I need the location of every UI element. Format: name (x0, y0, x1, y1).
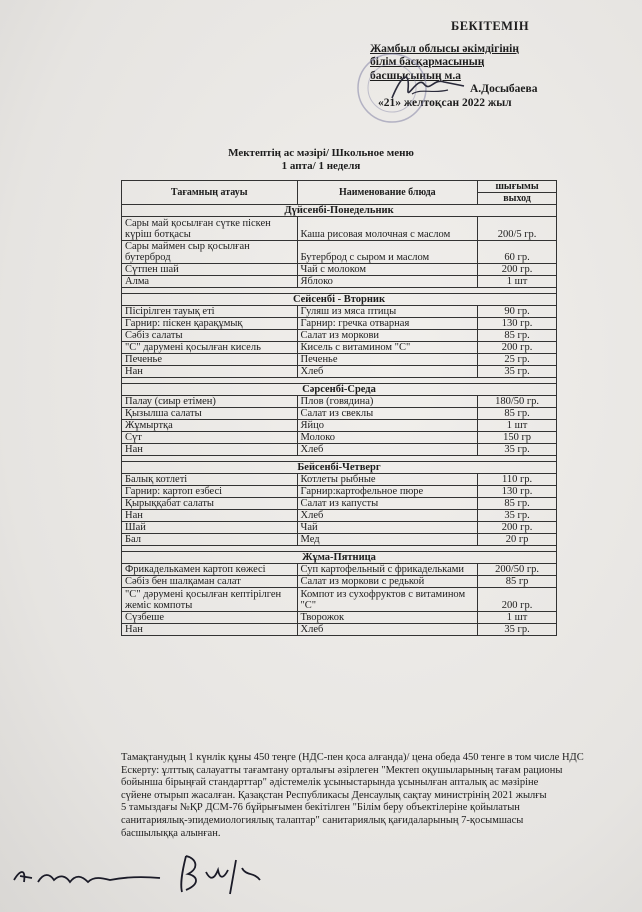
dish-name-ru: Яйцо (297, 420, 478, 432)
day-row (122, 384, 557, 396)
table-row (122, 564, 557, 576)
day-name: Бейсенбі-Четверг (122, 462, 557, 474)
table-row (122, 624, 557, 636)
dish-name-kz: Сүзбеше (122, 612, 298, 624)
dish-yield: 25 гр. (478, 354, 557, 366)
dish-yield: 1 шт (478, 612, 557, 624)
dish-name-ru: Каша рисовая молочная с маслом (297, 217, 478, 241)
table-row (122, 330, 557, 342)
dish-yield: 85 гр. (478, 330, 557, 342)
dish-yield: 35 гр. (478, 366, 557, 378)
dish-yield: 200/5 гр. (478, 217, 557, 241)
dish-name-kz: Сүт (122, 432, 298, 444)
dish-name-kz: Сары маймен сыр қосылған бутерброд (122, 241, 298, 264)
dish-name-kz: Нан (122, 510, 298, 522)
dish-name-ru: Плов (говядина) (297, 396, 478, 408)
dish-name-kz: Шай (122, 522, 298, 534)
dish-name-ru: Кисель с витамином "С" (297, 342, 478, 354)
dish-name-ru: Мед (297, 534, 478, 546)
dish-yield: 85 гр (478, 576, 557, 588)
dish-yield: 200 гр. (478, 264, 557, 276)
footer-line: санитариялық-эпидемиологиялық талаптар" санитариялық қағидаларының 7-қосымшасы (121, 814, 524, 826)
approval-line-2: білім басқармасының (370, 56, 485, 68)
dish-name-ru: Компот из сухофруктов с витамином "С" (297, 588, 478, 612)
table-row (122, 474, 557, 486)
table-row (122, 408, 557, 420)
table-row (122, 318, 557, 330)
dish-name-ru: Салат из свеклы (297, 408, 478, 420)
approval-line-3: басшысының м.а (370, 69, 461, 82)
dish-yield: 130 гр. (478, 318, 557, 330)
dish-name-kz: Сүтпен шай (122, 264, 298, 276)
dish-yield: 200 гр. (478, 588, 557, 612)
header-yield-kz: шығымы (478, 181, 557, 193)
table-row (122, 432, 557, 444)
dish-name-ru: Гарнир:картофельное пюре (297, 486, 478, 498)
table-row (122, 217, 557, 241)
footer-line: 5 тамыздағы №ҚР ДСМ-76 бұйрығымен бекітілген "Білім беру объектілеріне қойылатын (121, 802, 520, 814)
dish-name-ru: Творожок (297, 612, 478, 624)
dish-name-kz: "С" дәруменi қосылған кептірілген жеміс компоты (122, 588, 298, 612)
table-row (122, 444, 557, 456)
table-row (122, 420, 557, 432)
table-row (122, 396, 557, 408)
dish-yield: 60 гр. (478, 241, 557, 264)
dish-yield: 1 шт (478, 420, 557, 432)
dish-name-ru: Молоко (297, 432, 478, 444)
header-yield-ru: выход (478, 193, 557, 205)
dish-name-kz: Сәбіз бен шалқаман салат (122, 576, 298, 588)
day-name: Дүйсенбі-Понедельник (122, 205, 557, 217)
table-row (122, 588, 557, 612)
table-row (122, 366, 557, 378)
table-row (122, 486, 557, 498)
dish-name-kz: Балық котлеті (122, 474, 298, 486)
footer-line: Тамақтанудың 1 күнлік құны 450 теңге (НДС-пен қоса алғанда)/ цена обеда 450 тенге в том числе НДС (121, 752, 584, 763)
dish-name-ru: Печенье (297, 354, 478, 366)
footer-line: Ескерту: ұлттық салауатты тағамтану орталығы әзірлеген "Мектеп оқушыларының тағам рационы (121, 764, 563, 776)
dish-name-kz: "С" даруменi қосылған кисель (122, 342, 298, 354)
table-row (122, 534, 557, 546)
dish-name-kz: Қызылша салаты (122, 408, 298, 420)
table-row (122, 576, 557, 588)
footer-line: бойынша бірыңғай стандарттар" әдістемелік ұсыныстарында ұсынылған апталық ас мәзіріне (121, 777, 539, 789)
dish-name-kz: Бал (122, 534, 298, 546)
dish-yield: 130 гр. (478, 486, 557, 498)
dish-name-ru: Хлеб (297, 624, 478, 636)
week-label: 1 апта/ 1 неделя (281, 160, 361, 172)
dish-name-kz: Гарнир: піскен қарақұмық (122, 318, 298, 330)
dish-yield: 110 гр. (478, 474, 557, 486)
dish-name-ru: Салат из моркови (297, 330, 478, 342)
dish-name-kz: Гарнир: картоп езбесі (122, 486, 298, 498)
day-row (122, 205, 557, 217)
approval-date: «21» желтоқсан 2022 жыл (378, 96, 512, 109)
dish-name-ru: Хлеб (297, 510, 478, 522)
dish-name-ru: Хлеб (297, 366, 478, 378)
dish-name-kz: Қырыққабат салаты (122, 498, 298, 510)
director-signature-icon (388, 64, 468, 106)
header-row (122, 181, 557, 193)
header-name-kz: Тағамның атауы (122, 181, 298, 205)
approval-line-1: Жамбыл облысы әкімдігінің (370, 42, 519, 55)
table-row (122, 498, 557, 510)
dish-name-ru: Яблоко (297, 276, 478, 288)
footer-line: сүйене отырып жасалған. Қазақстан Республикасы Денсаулық сақтау министрінің 2021 жылғы (121, 789, 547, 801)
dish-name-ru: Чай (297, 522, 478, 534)
dish-name-ru: Салат из моркови с редькой (297, 576, 478, 588)
dish-name-kz: Сәбіз салаты (122, 330, 298, 342)
dish-yield: 150 гр (478, 432, 557, 444)
dish-name-kz: Нан (122, 624, 298, 636)
menu-table (121, 180, 557, 636)
signatures-icon (10, 850, 280, 902)
dish-name-kz: Пісірілген тауық еті (122, 306, 298, 318)
table-row (122, 264, 557, 276)
dish-name-ru: Котлеты рыбные (297, 474, 478, 486)
table-row (122, 612, 557, 624)
dish-yield: 85 гр. (478, 408, 557, 420)
dish-yield: 200/50 гр. (478, 564, 557, 576)
dish-yield: 200 гр. (478, 522, 557, 534)
approval-title: БЕКІТЕМІН (450, 19, 530, 33)
menu-title: Мектептің ас мәзірі/ Школьное меню (228, 147, 414, 159)
day-row (122, 462, 557, 474)
table-row (122, 510, 557, 522)
day-row (122, 552, 557, 564)
dish-name-kz: Нан (122, 444, 298, 456)
dish-name-kz: Нан (122, 366, 298, 378)
dish-name-ru: Хлеб (297, 444, 478, 456)
dish-yield: 85 гр. (478, 498, 557, 510)
day-name: Сейсенбі - Вторник (122, 294, 557, 306)
dish-yield: 90 гр. (478, 306, 557, 318)
approval-signer: А.Досыбаева (470, 83, 538, 95)
footer-line: басшылыққа алынған. (121, 827, 221, 839)
dish-name-ru: Салат из капусты (297, 498, 478, 510)
dish-name-kz: Сары май қосылған сүтке піскен күріш ботқасы (122, 217, 298, 241)
dish-name-ru: Чай с молоком (297, 264, 478, 276)
table-row (122, 276, 557, 288)
dish-name-ru: Суп картофельный с фрикадельками (297, 564, 478, 576)
dish-yield: 200 гр. (478, 342, 557, 354)
table-row (122, 354, 557, 366)
header-name-ru: Наименование блюда (297, 181, 478, 205)
dish-yield: 35 гр. (478, 510, 557, 522)
dish-name-kz: Алма (122, 276, 298, 288)
dish-name-kz: Фрикаделькамен картоп көжесі (122, 564, 298, 576)
dish-yield: 180/50 гр. (478, 396, 557, 408)
dish-yield: 35 гр. (478, 624, 557, 636)
dish-name-kz: Жұмыртқа (122, 420, 298, 432)
table-row (122, 306, 557, 318)
table-row (122, 241, 557, 264)
dish-name-ru: Бутерброд с сыром и маслом (297, 241, 478, 264)
dish-yield: 35 гр. (478, 444, 557, 456)
dish-name-kz: Печенье (122, 354, 298, 366)
day-name: Жұма-Пятница (122, 552, 557, 564)
table-row (122, 342, 557, 354)
dish-name-ru: Гарнир: гречка отварная (297, 318, 478, 330)
dish-name-ru: Гуляш из мяса птицы (297, 306, 478, 318)
day-row (122, 294, 557, 306)
day-name: Сәрсенбі-Среда (122, 384, 557, 396)
dish-yield: 1 шт (478, 276, 557, 288)
table-row (122, 522, 557, 534)
dish-yield: 20 гр (478, 534, 557, 546)
footer-note (121, 752, 591, 840)
dish-name-kz: Палау (сиыр етімен) (122, 396, 298, 408)
